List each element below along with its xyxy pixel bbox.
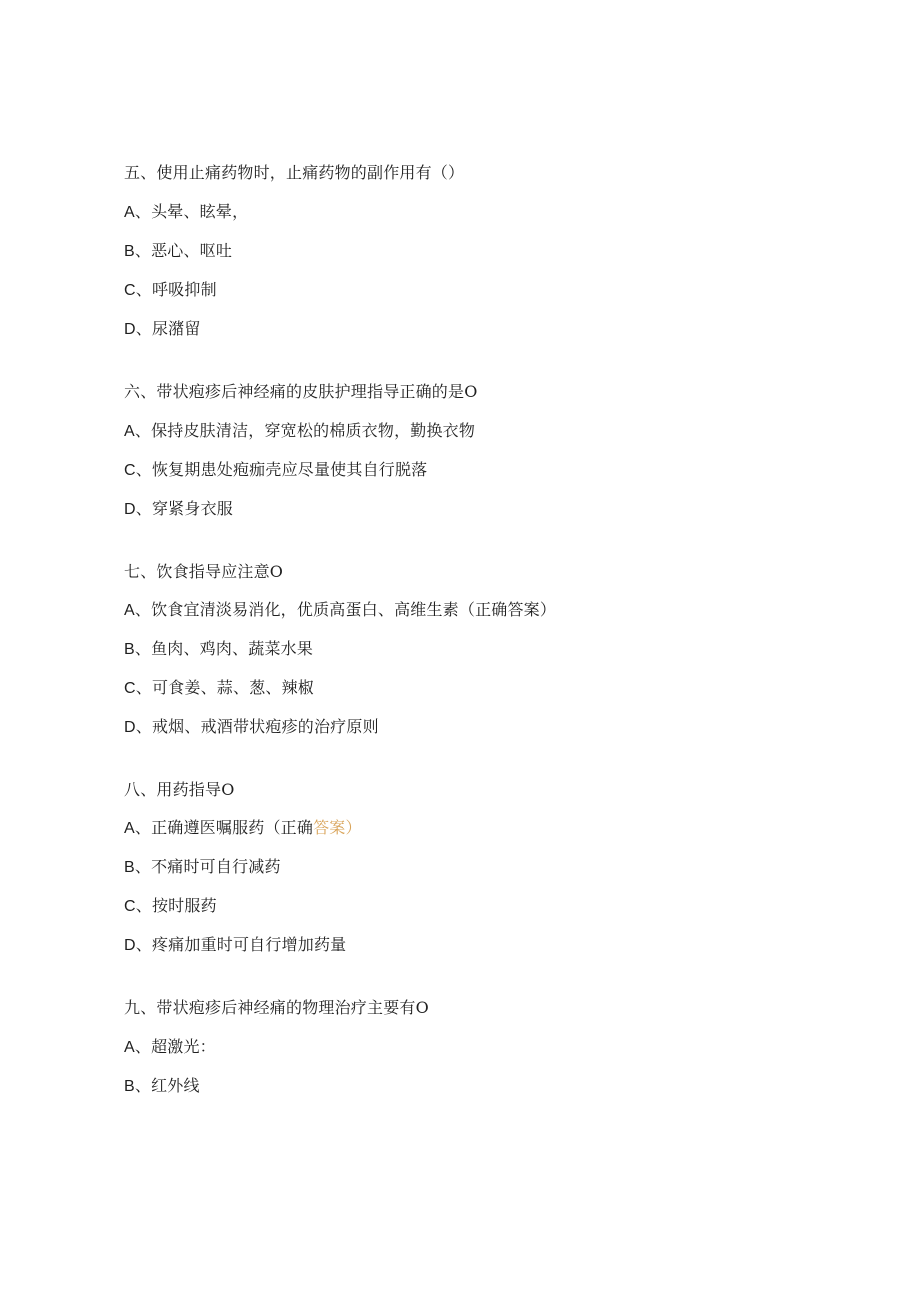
option-letter: B (124, 859, 135, 876)
option-text: 、按时服药 (135, 896, 217, 915)
option-text: 、不痛时可自行减药 (134, 857, 281, 876)
option-letter: D (124, 719, 136, 736)
option-text: 、饮食宜清淡易消化，优质高蛋白、高维生素（正确答案） (134, 600, 557, 619)
option-item (124, 1076, 200, 1097)
option-text: 、疼痛加重时可自行增加药量 (135, 935, 347, 954)
option-text: 、恢复期患处疱痂壳应尽量使其自行脱落 (135, 460, 428, 479)
option-item (124, 600, 556, 621)
option-letter: D (124, 321, 136, 338)
question-stem: 九、带状疱疹后神经痛的物理治疗主要有O (124, 998, 429, 1017)
option-letter: D (124, 501, 136, 518)
option-item (124, 280, 217, 301)
option-letter: A (124, 423, 135, 440)
option-item (124, 678, 314, 699)
option-letter: C (124, 898, 136, 915)
option-item (124, 421, 475, 442)
option-letter: A (124, 820, 135, 837)
question-stem: 六、带状疱疹后神经痛的皮肤护理指导正确的是O (124, 382, 478, 401)
option-text: 、鱼肉、鸡肉、蔬菜水果 (134, 639, 314, 658)
option-item (124, 319, 201, 340)
option-text: 、尿潴留 (135, 319, 201, 338)
option-item (124, 202, 248, 223)
option-item (124, 241, 232, 262)
option-letter: C (124, 282, 136, 299)
answer-highlight: 答案） (313, 818, 362, 837)
option-item (124, 499, 233, 520)
option-letter: B (124, 1078, 135, 1095)
option-text: 、戒烟、戒酒带状疱疹的治疗原则 (135, 717, 379, 736)
option-letter: A (124, 1039, 135, 1056)
option-text: 、穿紧身衣服 (135, 499, 233, 518)
option-text: 、恶心、呕吐 (134, 241, 233, 260)
option-text: 、超激光： (134, 1037, 216, 1056)
option-letter: B (124, 243, 135, 260)
option-letter: A (124, 204, 135, 221)
question-stem: 五、使用止痛药物时，止痛药物的副作用有（） (124, 163, 465, 182)
option-item (124, 935, 346, 956)
option-letter: C (124, 680, 136, 697)
question-stem: 七、饮食指导应注意O (124, 562, 284, 581)
question-stem: 八、用药指导O (124, 780, 235, 799)
option-text: 、红外线 (134, 1076, 200, 1095)
option-text: 、正确遵医嘱服药（正确 (134, 818, 314, 837)
option-text: 、可食姜、蒜、葱、辣椒 (135, 678, 314, 697)
option-text: 、呼吸抑制 (135, 280, 217, 299)
option-text: 、保持皮肤清洁，穿宽松的棉质衣物，勤换衣物 (134, 421, 476, 440)
option-item (124, 717, 379, 738)
option-letter: A (124, 602, 135, 619)
option-letter: B (124, 641, 135, 658)
option-item (124, 1037, 216, 1058)
option-item (124, 896, 217, 917)
option-item (124, 818, 362, 839)
option-letter: C (124, 462, 136, 479)
option-text: 、头晕、眩晕， (134, 202, 249, 221)
option-item (124, 639, 313, 660)
option-item (124, 460, 427, 481)
option-letter: D (124, 937, 136, 954)
option-item (124, 857, 281, 878)
